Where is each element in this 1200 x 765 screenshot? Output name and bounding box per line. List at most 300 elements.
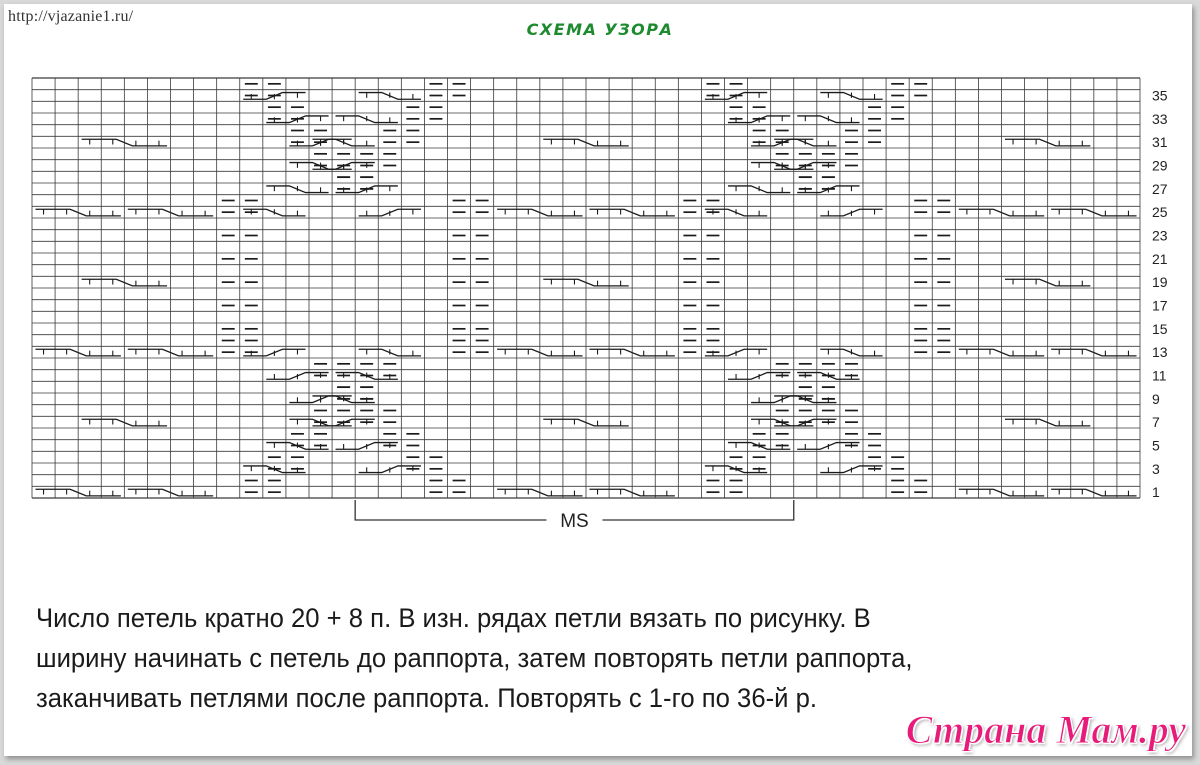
chart-cell xyxy=(1071,241,1094,253)
chart-cell xyxy=(1048,171,1071,183)
chart-cell xyxy=(55,101,78,113)
chart-cell xyxy=(886,323,909,335)
chart-cell xyxy=(401,416,424,428)
chart-cell xyxy=(101,335,124,347)
chart-cell xyxy=(1117,463,1140,475)
chart-cell xyxy=(55,78,78,90)
chart-cell xyxy=(886,148,909,160)
chart-cell xyxy=(424,428,447,440)
chart-cell xyxy=(794,265,817,277)
chart-cell xyxy=(932,358,955,370)
chart-cell xyxy=(632,101,655,113)
chart-cell xyxy=(78,381,101,393)
chart-cell xyxy=(563,101,586,113)
chart-cell xyxy=(655,358,678,370)
chart-cell xyxy=(124,323,147,335)
chart-cell xyxy=(332,230,355,242)
chart-cell xyxy=(1002,288,1025,300)
chart-cell xyxy=(609,230,632,242)
chart-cell xyxy=(817,451,840,463)
chart-cell xyxy=(1048,148,1071,160)
chart-cell xyxy=(147,171,170,183)
chart-cell xyxy=(240,405,263,417)
chart-cell xyxy=(55,90,78,102)
chart-cell xyxy=(194,90,217,102)
chart-cell xyxy=(586,160,609,172)
chart-cell xyxy=(309,241,332,253)
chart-cell xyxy=(494,160,517,172)
chart-cell xyxy=(494,230,517,242)
chart-cell xyxy=(124,183,147,195)
chart-cell xyxy=(886,241,909,253)
chart-cell xyxy=(424,148,447,160)
chart-cell xyxy=(101,358,124,370)
chart-cell xyxy=(378,276,401,288)
chart-cell xyxy=(909,171,932,183)
chart-cell xyxy=(794,475,817,487)
chart-cell xyxy=(401,148,424,160)
chart-cell xyxy=(1048,323,1071,335)
chart-cell xyxy=(932,451,955,463)
chart-cell xyxy=(1025,125,1048,137)
chart-cell xyxy=(632,451,655,463)
chart-cell xyxy=(78,451,101,463)
chart-cell xyxy=(263,393,286,405)
chart-cell xyxy=(55,253,78,265)
chart-cell xyxy=(217,160,240,172)
chart-cell xyxy=(840,311,863,323)
chart-cell xyxy=(1117,370,1140,382)
chart-cell xyxy=(840,486,863,498)
chart-cell xyxy=(355,125,378,137)
chart-cell xyxy=(725,428,748,440)
chart-cell xyxy=(586,265,609,277)
chart-cell xyxy=(1002,323,1025,335)
chart-cell xyxy=(124,171,147,183)
chart-cell xyxy=(817,230,840,242)
chart-cell xyxy=(632,463,655,475)
chart-cell xyxy=(886,171,909,183)
chart-cell xyxy=(78,358,101,370)
chart-cell xyxy=(955,183,978,195)
chart-cell xyxy=(32,288,55,300)
chart-cell xyxy=(563,288,586,300)
chart-cell xyxy=(124,160,147,172)
chart-cell xyxy=(78,300,101,312)
chart-cell xyxy=(194,416,217,428)
chart-cell xyxy=(1094,440,1117,452)
chart-cell xyxy=(978,241,1001,253)
chart-cell xyxy=(494,358,517,370)
chart-cell xyxy=(632,253,655,265)
chart-cell xyxy=(448,218,471,230)
chart-cell xyxy=(955,358,978,370)
chart-cell xyxy=(932,241,955,253)
chart-cell xyxy=(794,346,817,358)
chart-cell xyxy=(955,475,978,487)
chart-cell xyxy=(1071,300,1094,312)
chart-cell xyxy=(771,241,794,253)
chart-cell xyxy=(309,335,332,347)
chart-cell xyxy=(586,393,609,405)
chart-cell xyxy=(217,428,240,440)
chart-cell xyxy=(540,218,563,230)
chart-cell xyxy=(563,370,586,382)
chart-cell xyxy=(448,288,471,300)
chart-cell xyxy=(701,101,724,113)
chart-cell xyxy=(448,241,471,253)
chart-cell xyxy=(286,218,309,230)
chart-cell xyxy=(863,253,886,265)
chart-cell xyxy=(540,323,563,335)
chart-cell xyxy=(978,311,1001,323)
chart-cell xyxy=(378,300,401,312)
chart-cell xyxy=(55,230,78,242)
chart-cell xyxy=(494,288,517,300)
chart-cell xyxy=(909,440,932,452)
chart-cell xyxy=(540,335,563,347)
chart-cell xyxy=(101,78,124,90)
chart-cell xyxy=(1071,463,1094,475)
chart-cell xyxy=(840,323,863,335)
chart-cell xyxy=(978,148,1001,160)
chart-cell xyxy=(1025,323,1048,335)
chart-cell xyxy=(240,113,263,125)
chart-cell xyxy=(840,381,863,393)
chart-cell xyxy=(1071,78,1094,90)
chart-cell xyxy=(817,253,840,265)
chart-cell xyxy=(309,265,332,277)
chart-cell xyxy=(217,90,240,102)
chart-cell xyxy=(932,393,955,405)
chart-cell xyxy=(563,183,586,195)
chart-cell xyxy=(101,148,124,160)
chart-cell xyxy=(448,416,471,428)
row-number: 13 xyxy=(1152,344,1168,361)
chart-cell xyxy=(448,463,471,475)
chart-cell xyxy=(678,90,701,102)
chart-cell xyxy=(1117,183,1140,195)
chart-cell xyxy=(471,451,494,463)
chart-cell xyxy=(1002,440,1025,452)
chart-cell xyxy=(1048,253,1071,265)
chart-cell xyxy=(78,253,101,265)
chart-cell xyxy=(909,463,932,475)
chart-cell xyxy=(124,90,147,102)
chart-cell xyxy=(240,148,263,160)
chart-cell xyxy=(1002,265,1025,277)
chart-cell xyxy=(1002,78,1025,90)
chart-cell xyxy=(309,195,332,207)
chart-cell xyxy=(332,428,355,440)
chart-cell xyxy=(1071,253,1094,265)
chart-cell xyxy=(309,253,332,265)
chart-cell xyxy=(678,405,701,417)
chart-cell xyxy=(748,311,771,323)
chart-cell xyxy=(217,370,240,382)
chart-cell xyxy=(355,300,378,312)
chart-cell xyxy=(678,416,701,428)
chart-cell xyxy=(655,440,678,452)
chart-cell xyxy=(655,288,678,300)
chart-cell xyxy=(748,253,771,265)
chart-cell xyxy=(955,253,978,265)
chart-cell xyxy=(932,148,955,160)
chart-cell xyxy=(932,440,955,452)
chart-cell xyxy=(701,370,724,382)
chart-cell xyxy=(609,160,632,172)
chart-cell xyxy=(147,90,170,102)
chart-cell xyxy=(655,416,678,428)
chart-cell xyxy=(286,358,309,370)
chart-cell xyxy=(1094,90,1117,102)
chart-cell xyxy=(101,428,124,440)
chart-cell xyxy=(1071,475,1094,487)
chart-cell xyxy=(194,451,217,463)
chart-cell xyxy=(609,370,632,382)
chart-cell xyxy=(32,276,55,288)
chart-cell xyxy=(194,370,217,382)
chart-cell xyxy=(817,428,840,440)
chart-cell xyxy=(78,101,101,113)
chart-cell xyxy=(563,253,586,265)
chart-cell xyxy=(655,230,678,242)
chart-cell xyxy=(978,451,1001,463)
chart-cell xyxy=(863,160,886,172)
chart-cell xyxy=(1048,218,1071,230)
chart-cell xyxy=(932,475,955,487)
chart-cell xyxy=(471,381,494,393)
chart-cell xyxy=(448,451,471,463)
chart-cell xyxy=(609,253,632,265)
chart-cell xyxy=(355,230,378,242)
chart-cell xyxy=(609,405,632,417)
chart-cell xyxy=(424,160,447,172)
chart-cell xyxy=(817,265,840,277)
chart-cell xyxy=(147,113,170,125)
chart-cell xyxy=(955,160,978,172)
chart-cell xyxy=(194,288,217,300)
chart-cell xyxy=(309,171,332,183)
chart-cell xyxy=(1002,451,1025,463)
chart-cell xyxy=(771,101,794,113)
row-number: 5 xyxy=(1152,437,1160,454)
chart-cell xyxy=(309,78,332,90)
chart-cell xyxy=(678,381,701,393)
chart-cell xyxy=(309,218,332,230)
chart-cell xyxy=(517,230,540,242)
chart-cell xyxy=(401,78,424,90)
chart-cell xyxy=(194,475,217,487)
chart-cell xyxy=(840,253,863,265)
chart-cell xyxy=(840,276,863,288)
chart-cell xyxy=(678,171,701,183)
chart-cell xyxy=(540,113,563,125)
chart-cell xyxy=(101,195,124,207)
chart-cell xyxy=(655,381,678,393)
chart-cell xyxy=(378,323,401,335)
chart-cell xyxy=(540,171,563,183)
chart-cell xyxy=(494,300,517,312)
chart-cell xyxy=(1094,171,1117,183)
chart-cell xyxy=(632,300,655,312)
chart-cell xyxy=(909,183,932,195)
chart-cell xyxy=(355,101,378,113)
chart-cell xyxy=(840,171,863,183)
chart-cell xyxy=(1117,381,1140,393)
chart-cell xyxy=(540,160,563,172)
chart-cell xyxy=(471,358,494,370)
chart-cell xyxy=(517,101,540,113)
chart-cell xyxy=(632,90,655,102)
chart-cell xyxy=(517,440,540,452)
chart-cell xyxy=(701,136,724,148)
chart-cell xyxy=(424,393,447,405)
chart-cell xyxy=(240,370,263,382)
chart-cell xyxy=(194,381,217,393)
chart-cell xyxy=(748,241,771,253)
chart-cell xyxy=(471,125,494,137)
chart-cell xyxy=(1025,300,1048,312)
chart-cell xyxy=(1025,171,1048,183)
chart-cell xyxy=(609,335,632,347)
chart-cell xyxy=(955,463,978,475)
chart-cell xyxy=(171,113,194,125)
chart-cell xyxy=(840,300,863,312)
chart-cell xyxy=(701,311,724,323)
chart-cell xyxy=(309,381,332,393)
chart-cell xyxy=(101,241,124,253)
row-numbers xyxy=(1152,88,1168,501)
chart-cell xyxy=(1117,393,1140,405)
chart-cell xyxy=(586,335,609,347)
chart-cell xyxy=(1002,463,1025,475)
chart-cell xyxy=(1002,230,1025,242)
chart-cell xyxy=(171,218,194,230)
chart-cell xyxy=(701,148,724,160)
chart-cell xyxy=(194,160,217,172)
chart-cell xyxy=(1094,265,1117,277)
chart-cell xyxy=(32,300,55,312)
chart-cell xyxy=(78,148,101,160)
chart-cell xyxy=(471,183,494,195)
chart-cell xyxy=(540,358,563,370)
chart-cell xyxy=(355,428,378,440)
chart-cell xyxy=(655,148,678,160)
chart-cell xyxy=(424,276,447,288)
chart-cell xyxy=(32,253,55,265)
chart-cell xyxy=(725,288,748,300)
chart-cell xyxy=(863,311,886,323)
chart-cell xyxy=(840,218,863,230)
chart-cell xyxy=(1071,393,1094,405)
chart-cell xyxy=(771,230,794,242)
chart-cell xyxy=(494,428,517,440)
chart-cell xyxy=(1002,101,1025,113)
chart-cell xyxy=(609,195,632,207)
chart-cell xyxy=(1048,335,1071,347)
chart-cell xyxy=(609,311,632,323)
chart-cell xyxy=(78,183,101,195)
chart-cell xyxy=(286,311,309,323)
chart-cell xyxy=(725,136,748,148)
chart-cell xyxy=(678,288,701,300)
chart-cell xyxy=(655,463,678,475)
chart-cell xyxy=(725,276,748,288)
chart-cell xyxy=(309,101,332,113)
chart-cell xyxy=(1094,300,1117,312)
chart-cell xyxy=(678,370,701,382)
chart-cell xyxy=(263,335,286,347)
chart-cell xyxy=(978,393,1001,405)
chart-cell xyxy=(332,125,355,137)
chart-cell xyxy=(1048,160,1071,172)
chart-cell xyxy=(886,195,909,207)
chart-cell xyxy=(448,136,471,148)
chart-cell xyxy=(332,486,355,498)
chart-cell xyxy=(978,405,1001,417)
chart-cell xyxy=(563,125,586,137)
chart-cell xyxy=(886,393,909,405)
chart-cell xyxy=(101,405,124,417)
chart-cell xyxy=(55,440,78,452)
chart-cell xyxy=(78,405,101,417)
chart-cell xyxy=(194,218,217,230)
chart-cell xyxy=(1071,218,1094,230)
chart-cell xyxy=(886,300,909,312)
chart-cell xyxy=(1002,405,1025,417)
chart-cell xyxy=(55,183,78,195)
chart-cell xyxy=(1025,218,1048,230)
chart-cell xyxy=(748,381,771,393)
chart-cell xyxy=(817,311,840,323)
chart-cell xyxy=(932,265,955,277)
chart-cell xyxy=(517,113,540,125)
chart-cell xyxy=(448,148,471,160)
chart-cell xyxy=(701,113,724,125)
chart-cell xyxy=(194,253,217,265)
chart-cell xyxy=(240,160,263,172)
chart-cell xyxy=(78,335,101,347)
chart-cell xyxy=(171,440,194,452)
chart-cell xyxy=(1094,160,1117,172)
chart-cell xyxy=(286,171,309,183)
chart-cell xyxy=(794,486,817,498)
chart-cell xyxy=(725,381,748,393)
chart-cell xyxy=(355,475,378,487)
chart-cell xyxy=(194,276,217,288)
chart-cell xyxy=(1025,148,1048,160)
chart-cell xyxy=(401,218,424,230)
chart-cell xyxy=(1002,195,1025,207)
chart-cell xyxy=(494,276,517,288)
chart-cell xyxy=(424,206,447,218)
chart-cell xyxy=(1025,265,1048,277)
chart-cell xyxy=(632,241,655,253)
chart-cell xyxy=(240,311,263,323)
chart-cell xyxy=(909,393,932,405)
chart-cell xyxy=(171,230,194,242)
chart-cell xyxy=(1094,230,1117,242)
chart-cell xyxy=(448,358,471,370)
chart-cell xyxy=(240,440,263,452)
chart-cell xyxy=(586,381,609,393)
chart-cell xyxy=(55,113,78,125)
chart-cell xyxy=(932,381,955,393)
chart-cell xyxy=(886,276,909,288)
chart-cell xyxy=(309,206,332,218)
chart-cell xyxy=(632,381,655,393)
